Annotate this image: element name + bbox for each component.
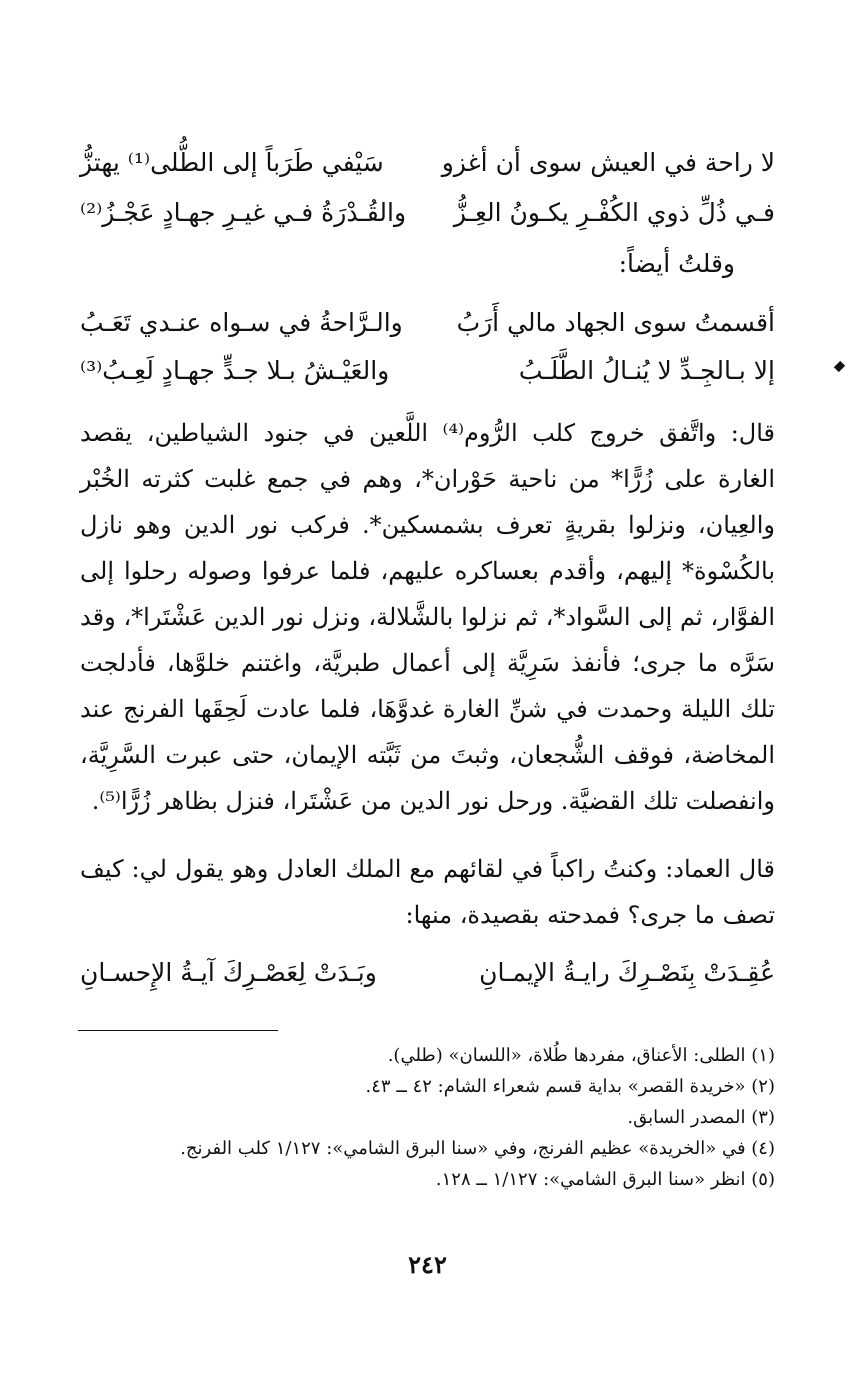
verse-first-hemistich: فـي ذُلِّ ذوي الكُفْـرِ يكـونُ العِـزُّ	[453, 198, 775, 227]
poem-intro: وقلتُ أيضاً:	[618, 249, 735, 278]
footnotes	[80, 1040, 775, 1195]
verse-second-hemistich: والقُـدْرَةُ فـي غيـرِ جهـادٍ عَجْـزُ⁽²⁾	[80, 198, 407, 227]
verse-first-hemistich: أقسمتُ سوى الجهاد مالي أَرَبُ	[456, 308, 775, 337]
footnote: (١) الطلى: الأعناق، مفردها طُلاة، «اللسان» (طلي).	[387, 1045, 775, 1066]
verse-second-hemistich: سَيْفي طَرَباً إلى الطُّلى⁽¹⁾ يهتزُّ	[80, 148, 384, 177]
body-paragraph: قال العماد: وكنتُ راكباً في لقائهم مع الملك العادل وهو يقول لي: كيف تصف ما جرى؟ فمدحته بقصيدة، منها:	[80, 855, 775, 929]
verse-first-hemistich: إلا بـالجِـدِّ لا يُنـالُ الطَّلَـبُ	[518, 356, 775, 385]
verse-line	[80, 348, 775, 394]
footnote: (٤) في «الخريدة» عظيم الفرنج، وفي «سنا البرق الشامي»: ١/١٢٧ كلب الفرنج.	[180, 1138, 775, 1159]
verse-second-hemistich: وبَـدَتْ لِعَصْـرِكَ آيـةُ الإِحسـانِ	[80, 958, 377, 987]
verse-second-hemistich: والـرَّاحةُ في سـواه عنـدي تَعَـبُ	[80, 308, 403, 337]
footnote: (٢) «خريدة القصر» بداية قسم شعراء الشام: ٤٢ ــ ٤٣.	[365, 1076, 775, 1097]
verse-line	[80, 300, 775, 346]
footnote-separator	[78, 1030, 278, 1031]
verse-line	[80, 950, 775, 996]
verse-line	[80, 190, 775, 236]
margin-mark	[834, 361, 845, 372]
footnote: (٥) انظر «سنا البرق الشامي»: ١/١٢٧ ــ ١٢٨.	[435, 1169, 775, 1190]
footnote: (٣) المصدر السابق.	[627, 1107, 775, 1128]
body-paragraph: قال: واتَّفق خروج كلب الرُّوم⁽⁴⁾ اللَّعين في جنود الشياطين، يقصد الغارة على زُرًّا* من ناحية حَوْران*، وهم في جمع غلبت كثرته الخُبْر والعِيان، ونزلوا بقريةٍ تعرف بشمسكين*. فركب نور الدين وهو نازل بالكُسْوة* إليهم، وأقدم بعساكره عليهم، فلما عرفوا وصوله رحلوا إلى الفوَّار، ثم إلى السَّواد*، ثم نزلوا بالشَّلالة، ونزل نور الدين عَشْتَرا*، وقد سَرَّه ما جرى؛ فأنفذ سَرِيَّة إلى أعمال طبريَّة، واغتنم خلوَّها، فأدلجت تلك الليلة وحمدت في شنِّ الغارة غدوَّهَا، فلما عادت لَحِقَها الفرنج عند المخاضة، فوقف الشُّجعان، وثبتَ من ثَبَّته الإيمان، حتى عبرت السَّرِيَّة، وانفصلت تلك القضيَّة. ورحل نور الدين من عَشْتَرا، فنزل بظاهر زُرًّا⁽⁵⁾.	[80, 419, 775, 815]
verse-second-hemistich: والعَيْـشُ بـلا جـدٍّ جهـادٍ لَعِـبُ⁽³⁾	[80, 356, 390, 385]
verse-first-hemistich: عُقِـدَتْ بِنَصْـرِكَ رايـةُ الإيمـانِ	[479, 958, 775, 987]
page-number: ٢٤٢	[408, 1250, 447, 1279]
verse-line	[80, 140, 775, 186]
verse-first-hemistich: لا راحة في العيش سوى أن أغزو	[441, 148, 775, 177]
